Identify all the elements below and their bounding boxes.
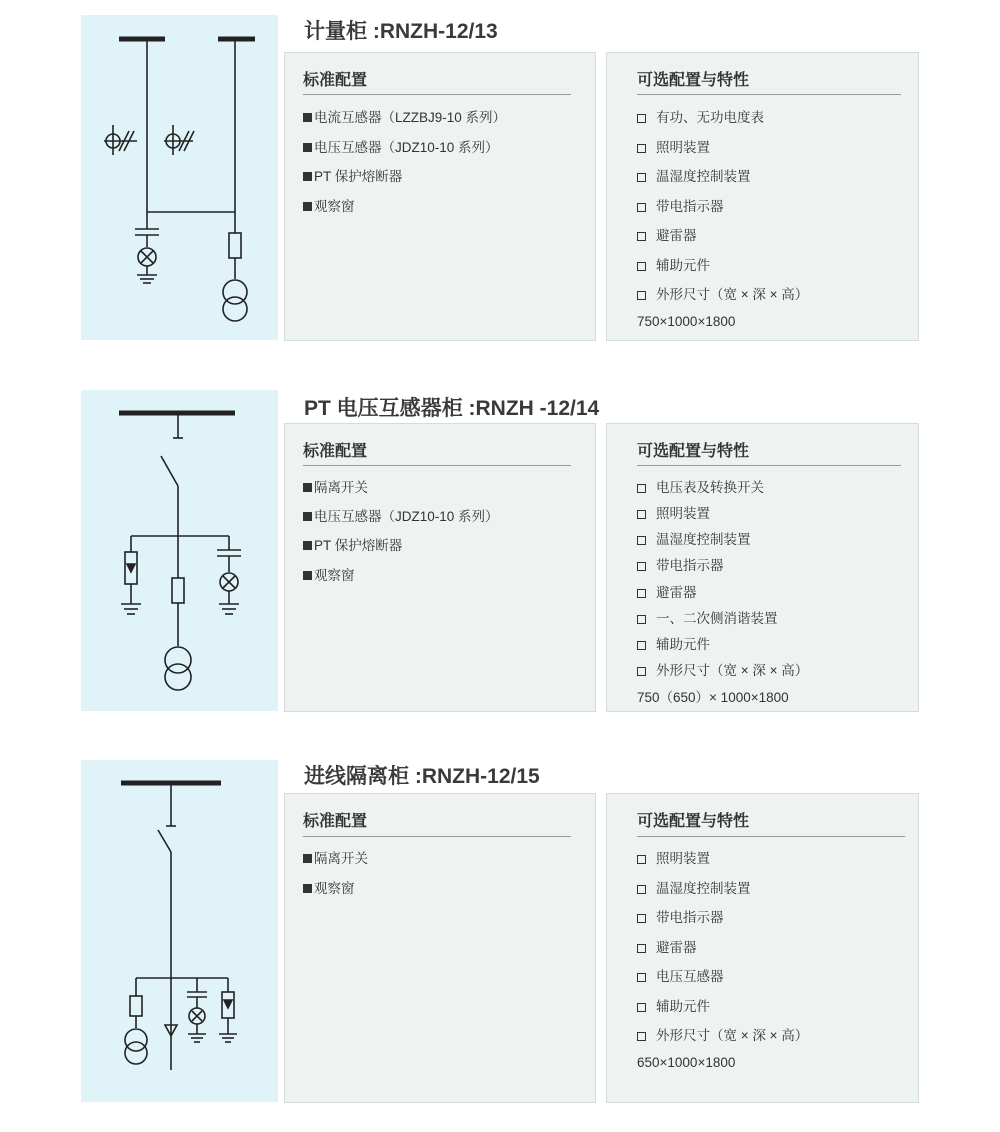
- option-item: 电压表及转换开关: [637, 476, 764, 496]
- checkbox-icon: [637, 562, 646, 571]
- bullet-square-icon: [303, 512, 312, 521]
- option-item: 避雷器: [637, 936, 697, 956]
- list-item: 观察窗: [303, 195, 355, 215]
- heading-divider: [303, 94, 571, 95]
- checkbox-icon: [637, 114, 646, 123]
- option-item: 温湿度控制装置: [637, 877, 751, 897]
- dimensions-value: 650×1000×1800: [637, 1055, 736, 1070]
- standard-config-heading: 标准配置: [303, 813, 368, 830]
- option-item: 照明装置: [637, 136, 710, 156]
- dimensions-value: 750（650）× 1000×1800: [637, 690, 789, 705]
- checkbox-icon: [637, 973, 646, 982]
- bullet-square-icon: [303, 113, 312, 122]
- checkbox-icon: [637, 1003, 646, 1012]
- option-item: 外形尺寸（宽 × 深 × 高）: [637, 283, 808, 303]
- list-item: 隔离开关: [303, 476, 368, 496]
- option-item: 外形尺寸（宽 × 深 × 高）: [637, 1024, 808, 1044]
- circuit-diagram-pt: [81, 390, 278, 711]
- standard-config-panel: [284, 52, 596, 341]
- bullet-square-icon: [303, 571, 312, 580]
- heading-divider: [303, 465, 571, 466]
- optional-config-heading: 可选配置与特性: [637, 813, 750, 830]
- bullet-square-icon: [303, 884, 312, 893]
- heading-divider: [303, 836, 571, 837]
- option-item: 带电指示器: [637, 195, 724, 215]
- optional-config-heading: 可选配置与特性: [637, 72, 750, 89]
- option-item: 带电指示器: [637, 554, 724, 574]
- option-item: 电压互感器: [637, 965, 724, 985]
- dimensions-value: 750×1000×1800: [637, 314, 736, 329]
- checkbox-icon: [637, 173, 646, 182]
- bullet-square-icon: [303, 541, 312, 550]
- checkbox-icon: [637, 885, 646, 894]
- checkbox-icon: [637, 510, 646, 519]
- bullet-square-icon: [303, 143, 312, 152]
- checkbox-icon: [637, 855, 646, 864]
- option-item: 外形尺寸（宽 × 深 × 高）: [637, 659, 808, 679]
- checkbox-icon: [637, 536, 646, 545]
- section-title: 计量柜 :RNZH-12/13: [304, 20, 498, 43]
- cabinet-section-incoming-isolation: [81, 760, 919, 1103]
- option-item: 有功、无功电度表: [637, 106, 764, 126]
- circuit-diagram-incoming-isolation: [81, 760, 278, 1102]
- bullet-square-icon: [303, 202, 312, 211]
- standard-config-panel: [284, 423, 596, 712]
- checkbox-icon: [637, 1032, 646, 1041]
- option-item: 照明装置: [637, 502, 710, 522]
- section-title: 进线隔离柜 :RNZH-12/15: [304, 765, 540, 788]
- list-item: PT 保护熔断器: [303, 534, 402, 554]
- optional-config-heading: 可选配置与特性: [637, 443, 750, 460]
- standard-config-heading: 标准配置: [303, 443, 368, 460]
- optional-config-panel: [606, 52, 919, 341]
- list-item: 电压互感器（JDZ10-10 系列）: [303, 136, 499, 156]
- checkbox-icon: [637, 144, 646, 153]
- option-item: 一、二次侧消谐装置: [637, 607, 778, 627]
- option-item: 温湿度控制装置: [637, 528, 751, 548]
- optional-config-panel: [606, 423, 919, 712]
- option-item: 辅助元件: [637, 995, 710, 1015]
- checkbox-icon: [637, 291, 646, 300]
- standard-config-panel: [284, 793, 596, 1103]
- option-item: 避雷器: [637, 581, 697, 601]
- bullet-square-icon: [303, 172, 312, 181]
- checkbox-icon: [637, 589, 646, 598]
- bullet-square-icon: [303, 483, 312, 492]
- heading-divider: [637, 94, 901, 95]
- section-title: PT 电压互感器柜 :RNZH -12/14: [304, 397, 600, 420]
- option-item: 辅助元件: [637, 633, 710, 653]
- option-item: 避雷器: [637, 224, 697, 244]
- checkbox-icon: [637, 667, 646, 676]
- list-item: PT 保护熔断器: [303, 165, 402, 185]
- bullet-square-icon: [303, 854, 312, 863]
- checkbox-icon: [637, 203, 646, 212]
- list-item: 隔离开关: [303, 847, 368, 867]
- checkbox-icon: [637, 232, 646, 241]
- option-item: 带电指示器: [637, 906, 724, 926]
- option-item: 辅助元件: [637, 254, 710, 274]
- checkbox-icon: [637, 484, 646, 493]
- list-item: 观察窗: [303, 564, 355, 584]
- list-item: 观察窗: [303, 877, 355, 897]
- checkbox-icon: [637, 944, 646, 953]
- heading-divider: [637, 836, 905, 837]
- option-item: 温湿度控制装置: [637, 165, 751, 185]
- option-item: 照明装置: [637, 847, 710, 867]
- cabinet-section-metering: [81, 15, 919, 341]
- standard-config-heading: 标准配置: [303, 72, 368, 89]
- checkbox-icon: [637, 262, 646, 271]
- circuit-diagram-metering: [81, 15, 278, 340]
- checkbox-icon: [637, 615, 646, 624]
- cabinet-section-pt: [81, 390, 919, 712]
- checkbox-icon: [637, 641, 646, 650]
- list-item: 电压互感器（JDZ10-10 系列）: [303, 505, 499, 525]
- list-item: 电流互感器（LZZBJ9-10 系列）: [303, 106, 506, 126]
- heading-divider: [637, 465, 901, 466]
- checkbox-icon: [637, 914, 646, 923]
- optional-config-panel: [606, 793, 919, 1103]
